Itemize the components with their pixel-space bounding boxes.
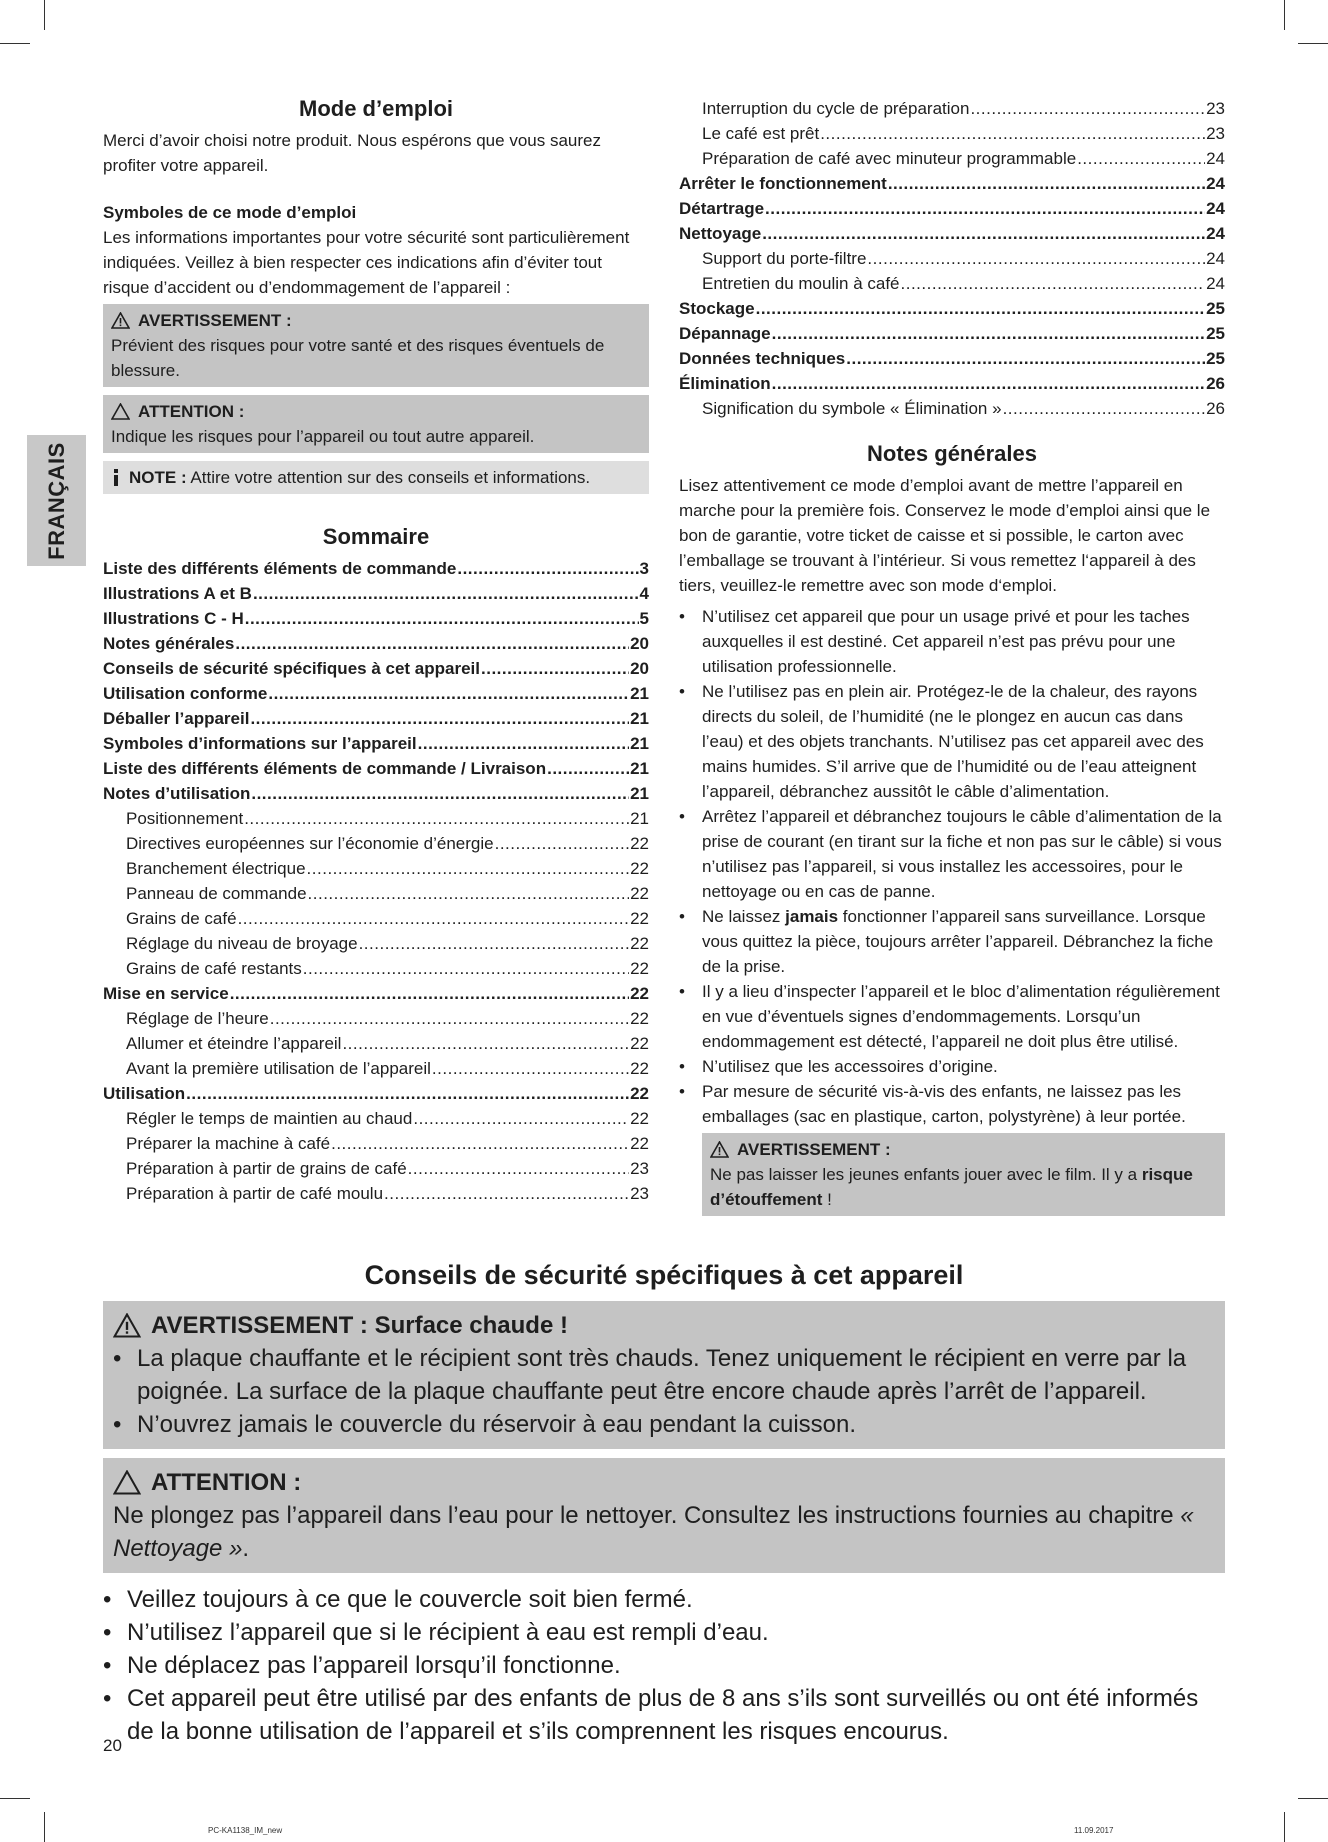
toc-entry-title: Préparer la machine à café (126, 1134, 331, 1153)
toc-entry (103, 1156, 649, 1181)
toc-entry-title: Le café est prêt (702, 124, 820, 143)
crop-mark (1298, 1798, 1328, 1799)
hot-surface-warning-box (103, 1301, 1225, 1449)
safety-attention-text: Ne plongez pas l’appareil dans l’eau pour le nettoyer. Consultez les instructions fournies au chapitre « Nettoyage ». (113, 1502, 1194, 1562)
toc-entry-title: Réglage du niveau de broyage (126, 934, 358, 953)
warning-box (103, 304, 649, 387)
toc-entry-page: 22 (630, 1134, 649, 1153)
toc-entry (679, 96, 1225, 121)
toc-entry (679, 121, 1225, 146)
children-warning-title: AVERTISSEMENT : (737, 1140, 891, 1159)
toc-dot-leader (772, 371, 1205, 396)
toc-dot-leader (253, 581, 639, 606)
toc-entry (103, 1031, 649, 1056)
warning-triangle-icon (111, 312, 130, 329)
toc-entry-page: 25 (1206, 324, 1225, 343)
toc-entry-title: Illustrations C - H (103, 609, 244, 628)
toc-entry (103, 1181, 649, 1206)
list-item: • Cet appareil peut être utilisé par des enfants de plus de 8 ans s’ils sont surveillés ou ont été informés de la bonne utilisation de l’appareil et s’ils comprennent les risques encourus. (103, 1682, 1225, 1748)
toc-entry-page: 23 (630, 1159, 649, 1178)
toc-entry (103, 731, 649, 756)
toc-entry (103, 756, 649, 781)
toc-entry-title: Notes générales (103, 634, 235, 653)
list-item: • Veillez toujours à ce que le couvercle soit bien fermé. (103, 1583, 1225, 1616)
toc-dot-leader (867, 246, 1205, 271)
toc-entry-page: 22 (630, 909, 649, 928)
toc-entry-page: 22 (630, 1009, 649, 1028)
hot-surface-warning-title: AVERTISSEMENT : Surface chaude ! (151, 1312, 568, 1339)
warning-triangle-icon (710, 1141, 729, 1158)
toc-entry-page: 22 (630, 984, 649, 1003)
toc-dot-leader (250, 706, 629, 731)
attention-box (103, 395, 649, 453)
toc-entry-page: 22 (630, 959, 649, 978)
toc-entry-page: 23 (1206, 124, 1225, 143)
list-item: • La plaque chauffante et le récipient sont très chauds. Tenez uniquement le récipient en verre par la poignée. La surface de la plaque chauffante peut être encore chaude après l’arrêt de l’appareil. (113, 1342, 1215, 1408)
toc-entry-title: Utilisation conforme (103, 684, 268, 703)
attention-title: ATTENTION : (138, 402, 245, 421)
list-item: • Il y a lieu d’inspecter l’appareil et le bloc d’alimentation régulièrement en vue d’éventuels signes d’endommagements. Lorsqu’un endommagement est détecté, l’appareil ne doit plus être utilisé. (679, 979, 1225, 1054)
list-item: • Par mesure de sécurité vis-à-vis des enfants, ne laissez pas les emballages (sac en plastique, carton, polystyrène) à leur portée. (679, 1079, 1225, 1129)
toc-dot-leader (268, 681, 629, 706)
toc-dot-leader (413, 1106, 629, 1131)
toc-dot-leader (481, 656, 629, 681)
toc-entry-page: 4 (639, 584, 649, 603)
toc-entry-page: 22 (630, 1109, 649, 1128)
toc-entry-title: Élimination (679, 374, 771, 393)
hot-surface-list (113, 1342, 1215, 1441)
toc-entry-page: 24 (1206, 274, 1225, 293)
toc-entry-page: 22 (630, 834, 649, 853)
toc-entry-page: 26 (1206, 374, 1225, 393)
notes-list (679, 604, 1225, 1129)
toc-entry (679, 371, 1225, 396)
toc-dot-leader (359, 931, 630, 956)
toc-dot-leader (244, 806, 629, 831)
footer-file-name: PC-KA1138_IM_new (208, 1826, 283, 1835)
attention-text: Indique les risques pour l’appareil ou tout autre appareil. (111, 427, 535, 446)
toc-entry-page: 23 (630, 1184, 649, 1203)
footer-date: 11.09.2017 (1074, 1826, 1114, 1835)
attention-triangle-icon (113, 1470, 141, 1495)
toc-entry-title: Illustrations A et B (103, 584, 252, 603)
toc-entry (103, 1106, 649, 1131)
toc-entry-title: Préparation à partir de café moulu (126, 1184, 384, 1203)
toc-entry (103, 556, 649, 581)
toc-dot-leader (765, 196, 1205, 221)
toc-dot-leader (186, 1081, 629, 1106)
symbols-heading: Symboles de ce mode d’emploi (103, 203, 357, 222)
toc-dot-leader (307, 856, 630, 881)
toc-entry-title: Positionnement (126, 809, 244, 828)
toc-entry (679, 246, 1225, 271)
toc-entry (103, 831, 649, 856)
note-box (103, 461, 649, 494)
toc-entry-title: Mise en service (103, 984, 229, 1003)
warning-title: AVERTISSEMENT : (138, 311, 292, 330)
toc-entry-page: 21 (630, 684, 649, 703)
crop-mark (1298, 43, 1328, 44)
list-item: • Ne laissez jamais fonctionner l’appareil sans surveillance. Lorsque vous quittez la pièce, toujours arrêter l’appareil. Débranchez la fiche de la prise. (679, 904, 1225, 979)
toc-entry (679, 396, 1225, 421)
toc-entry-title: Support du porte-filtre (702, 249, 867, 268)
toc-dot-leader (251, 781, 629, 806)
toc-entry-title: Allumer et éteindre l’appareil (126, 1034, 342, 1053)
section-title-mode-emploi: Mode d’emploi (299, 96, 453, 121)
toc-dot-leader (1003, 396, 1206, 421)
toc-entry-title: Régler le temps de maintien au chaud (126, 1109, 413, 1128)
info-icon (111, 469, 121, 487)
warning-triangle-icon (113, 1313, 141, 1338)
toc-entry-title: Entretien du moulin à café (702, 274, 900, 293)
toc-entry-title: Grains de café restants (126, 959, 302, 978)
safety-section (103, 1260, 1225, 1748)
toc-entry-page: 21 (630, 809, 649, 828)
symbols-text: Les informations importantes pour votre sécurité sont particulièrement indiquées. Veillez à bien respecter ces indications afin d’éviter tout risque d’accident ou d’endommagement de l’appareil : (103, 228, 630, 297)
toc-entry (103, 581, 649, 606)
toc-entry (103, 906, 649, 931)
language-tab (27, 435, 86, 566)
toc-entry (103, 1056, 649, 1081)
toc-entry-page: 24 (1206, 224, 1225, 243)
toc-entry (679, 321, 1225, 346)
safety-attention-box (103, 1458, 1225, 1573)
crop-mark (0, 1798, 30, 1799)
toc-entry-page: 22 (630, 1084, 649, 1103)
toc-dot-leader (308, 881, 630, 906)
safety-title: Conseils de sécurité spécifiques à cet appareil (364, 1260, 964, 1290)
toc-dot-leader (418, 731, 629, 756)
toc-entry-title: Utilisation (103, 1084, 186, 1103)
toc-entry (103, 681, 649, 706)
toc-dot-leader (432, 1056, 629, 1081)
toc-entry (103, 706, 649, 731)
toc-entry-title: Dépannage (679, 324, 771, 343)
toc-entry-page: 21 (630, 709, 649, 728)
toc-left (103, 556, 649, 1206)
toc-entry-title: Liste des différents éléments de commande / Livraison (103, 759, 547, 778)
toc-entry (103, 1131, 649, 1156)
toc-entry-title: Liste des différents éléments de commande (103, 559, 457, 578)
toc-entry (103, 656, 649, 681)
toc-entry-page: 22 (630, 1034, 649, 1053)
toc-entry-title: Branchement électrique (126, 859, 306, 878)
toc-entry (103, 631, 649, 656)
toc-entry-page: 20 (630, 634, 649, 653)
children-warning-text: Ne pas laisser les jeunes enfants jouer avec le film. Il y a risque d’étouffement ! (710, 1165, 1193, 1209)
toc-entry-title: Interruption du cycle de préparation (702, 99, 970, 118)
toc-entry-page: 25 (1206, 299, 1225, 318)
toc-entry-title: Arrêter le fonctionnement (679, 174, 887, 193)
attention-triangle-icon (111, 403, 130, 420)
right-column (679, 96, 1225, 1216)
toc-entry-page: 24 (1206, 199, 1225, 218)
toc-entry (103, 1006, 649, 1031)
toc-dot-leader (846, 346, 1205, 371)
toc-dot-leader (303, 956, 629, 981)
toc-dot-leader (1077, 146, 1205, 171)
toc-entry-title: Stockage (679, 299, 755, 318)
toc-title: Sommaire (322, 524, 430, 549)
note-text: Attire votre attention sur des conseils et informations. (190, 468, 591, 487)
toc-entry-page: 21 (630, 759, 649, 778)
toc-dot-leader (547, 756, 629, 781)
toc-entry-page: 3 (639, 559, 649, 578)
toc-entry-title: Symboles d’informations sur l’appareil (103, 734, 417, 753)
toc-entry-page: 25 (1206, 349, 1225, 368)
warning-text: Prévient des risques pour votre santé et des risques éventuels de blessure. (111, 336, 605, 380)
toc-dot-leader (331, 1131, 629, 1156)
toc-dot-leader (230, 981, 629, 1006)
crop-mark (44, 0, 45, 30)
safety-list (103, 1583, 1225, 1748)
toc-entry-page: 22 (630, 859, 649, 878)
toc-entry-page: 23 (1206, 99, 1225, 118)
toc-entry (103, 1081, 649, 1106)
left-column (103, 96, 649, 1206)
toc-entry-page: 21 (630, 734, 649, 753)
crop-mark (0, 43, 30, 44)
toc-dot-leader (235, 631, 629, 656)
list-item: • Arrêtez l’appareil et débranchez toujours le câble d’alimentation de la prise de courant (en tirant sur la fiche et non pas sur le câble) si vous n’utilisez pas l’appareil, si vous installez les accessoires, pour le nettoyage ou en cas de panne. (679, 804, 1225, 904)
toc-entry (103, 781, 649, 806)
toc-entry (103, 981, 649, 1006)
toc-entry-title: Préparation de café avec minuteur programmable (702, 149, 1077, 168)
section-title-notes-generales: Notes générales (867, 441, 1037, 466)
list-item: • N’ouvrez jamais le couvercle du réservoir à eau pendant la cuisson. (113, 1408, 1215, 1441)
toc-dot-leader (901, 271, 1206, 296)
toc-entry-title: Déballer l’appareil (103, 709, 250, 728)
toc-entry-page: 24 (1206, 149, 1225, 168)
toc-entry-page: 22 (630, 1059, 649, 1078)
toc-entry-title: Données techniques (679, 349, 846, 368)
toc-dot-leader (772, 321, 1205, 346)
toc-entry-page: 20 (630, 659, 649, 678)
notes-intro: Lisez attentivement ce mode d’emploi avant de mettre l’appareil en marche pour la première fois. Conservez le mode d’emploi ainsi que le bon de garantie, votre ticket de caisse et si possible, le carton avec l’emballage se trouvant à l’intérieur. Si vous remettez l‘appareil à des tiers, veuillez-le remettre avec son mode d‘emploi. (679, 476, 1211, 595)
toc-entry (679, 171, 1225, 196)
toc-entry-title: Directives européennes sur l’économie d’énergie (126, 834, 494, 853)
toc-dot-leader (762, 221, 1205, 246)
toc-dot-leader (408, 1156, 629, 1181)
toc-dot-leader (457, 556, 638, 581)
language-tab-label: FRANÇAIS (43, 441, 69, 560)
crop-mark (1284, 1812, 1285, 1842)
toc-entry (679, 271, 1225, 296)
toc-entry-title: Nettoyage (679, 224, 762, 243)
toc-entry (679, 146, 1225, 171)
list-item: • N’utilisez que les accessoires d’origine. (679, 1054, 1225, 1079)
list-item: • N’utilisez cet appareil que pour un usage privé et pour les taches auxquelles il est destiné. Cet appareil n’est pas prévu pour une utilisation professionnelle. (679, 604, 1225, 679)
toc-dot-leader (756, 296, 1205, 321)
toc-entry-title: Panneau de commande (126, 884, 307, 903)
toc-dot-leader (970, 96, 1205, 121)
toc-dot-leader (342, 1031, 629, 1056)
note-label: NOTE : (129, 468, 187, 487)
page-number: 20 (103, 1736, 122, 1755)
toc-entry (103, 931, 649, 956)
toc-entry-page: 26 (1206, 399, 1225, 418)
toc-entry-page: 24 (1206, 174, 1225, 193)
toc-entry-page: 22 (630, 884, 649, 903)
toc-entry (679, 221, 1225, 246)
toc-entry-page: 22 (630, 934, 649, 953)
toc-entry-title: Notes d’utilisation (103, 784, 251, 803)
toc-entry-title: Avant la première utilisation de l’appareil (126, 1059, 431, 1078)
toc-entry-page: 21 (630, 784, 649, 803)
toc-entry-title: Grains de café (126, 909, 237, 928)
toc-dot-leader (238, 906, 630, 931)
toc-entry (103, 881, 649, 906)
list-item: • Ne déplacez pas l’appareil lorsqu’il fonctionne. (103, 1649, 1225, 1682)
toc-entry (679, 346, 1225, 371)
toc-entry (679, 296, 1225, 321)
toc-entry-title: Réglage de l’heure (126, 1009, 269, 1028)
toc-entry-page: 24 (1206, 249, 1225, 268)
safety-attention-title: ATTENTION : (151, 1469, 302, 1496)
toc-entry-title: Détartrage (679, 199, 765, 218)
intro-text: Merci d’avoir choisi notre produit. Nous espérons que vous saurez profiter votre appareil. (103, 131, 601, 175)
toc-entry-title: Signification du symbole « Élimination » (702, 399, 1002, 418)
toc-entry (103, 806, 649, 831)
toc-right (679, 96, 1225, 421)
toc-dot-leader (384, 1181, 629, 1206)
children-warning-box (702, 1133, 1225, 1216)
toc-entry (679, 196, 1225, 221)
toc-dot-leader (245, 606, 639, 631)
toc-entry-page: 5 (639, 609, 649, 628)
list-item: • N’utilisez l’appareil que si le récipient à eau est rempli d’eau. (103, 1616, 1225, 1649)
toc-entry (103, 956, 649, 981)
toc-entry (103, 856, 649, 881)
toc-dot-leader (270, 1006, 629, 1031)
toc-dot-leader (820, 121, 1205, 146)
crop-mark (44, 1812, 45, 1842)
toc-entry-title: Conseils de sécurité spécifiques à cet appareil (103, 659, 480, 678)
list-item: • Ne l’utilisez pas en plein air. Protégez-le de la chaleur, des rayons directs du soleil, de l’humidité (ne le plongez en aucun cas dans l’eau) et des objets tranchants. N’utilisez pas cet appareil avec des mains humides. S’il arrive que de l’humidité ou de l’eau atteignent l’appareil, débranchez aussitôt le câble d’alimentation. (679, 679, 1225, 804)
toc-dot-leader (888, 171, 1205, 196)
toc-entry-title: Préparation à partir de grains de café (126, 1159, 407, 1178)
toc-dot-leader (495, 831, 629, 856)
crop-mark (1284, 0, 1285, 30)
toc-entry (103, 606, 649, 631)
